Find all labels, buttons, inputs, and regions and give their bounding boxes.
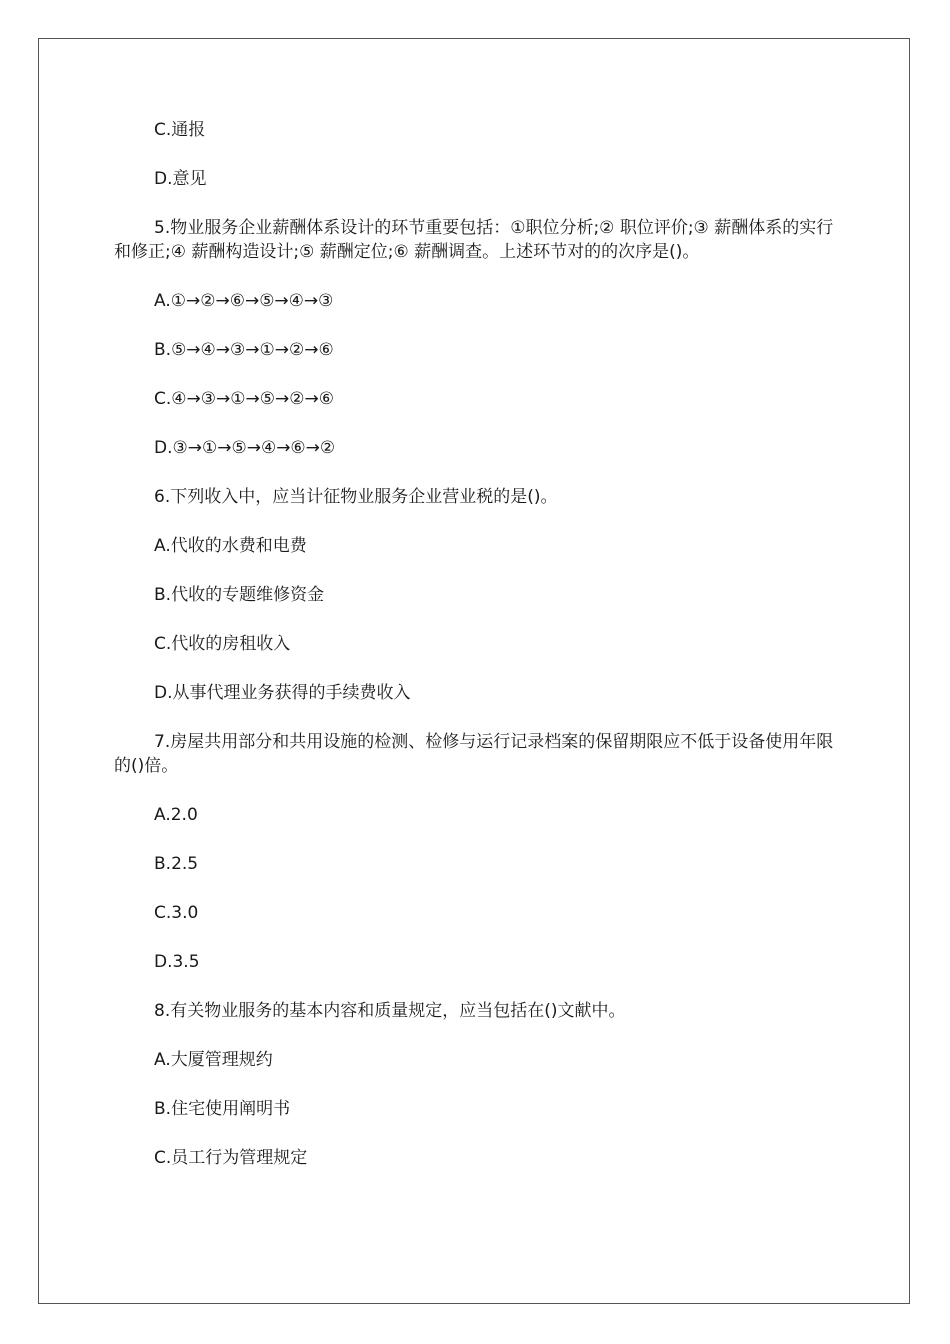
option-6b: B.代收的专题维修资金 <box>154 585 325 605</box>
option-5b: B.⑤→④→③→①→②→⑥ <box>154 340 334 360</box>
option-7b: B.2.5 <box>154 854 199 874</box>
option-6d: D.从事代理业务获得的手续费收入 <box>154 683 411 703</box>
option-7d: D.3.5 <box>154 952 200 972</box>
option-4d: D.意见 <box>154 169 207 189</box>
option-5c: C.④→③→①→⑤→②→⑥ <box>154 389 334 409</box>
option-5d: D.③→①→⑤→④→⑥→② <box>154 438 336 458</box>
option-7c: C.3.0 <box>154 903 199 923</box>
question-5: 5.物业服务企业薪酬体系设计的环节重要包括：①职位分析;② 职位评价;③ 薪酬体系的实行和修正;④ 薪酬构造设计;⑤ 薪酬定位;⑥ 薪酬调查。上述环节对的的次序是()。 <box>114 218 834 262</box>
option-8c: C.员工行为管理规定 <box>154 1148 308 1168</box>
question-6: 6.下列收入中，应当计征物业服务企业营业税的是()。 <box>154 487 558 507</box>
question-8: 8.有关物业服务的基本内容和质量规定，应当包括在()文献中。 <box>154 1001 626 1021</box>
document-body <box>114 118 834 1195</box>
option-5a: A.①→②→⑥→⑤→④→③ <box>154 291 334 311</box>
option-8b: B.住宅使用阐明书 <box>154 1099 291 1119</box>
option-4c: C.通报 <box>154 120 206 140</box>
option-7a: A.2.0 <box>154 805 198 825</box>
question-7: 7.房屋共用部分和共用设施的检测、检修与运行记录档案的保留期限应不低于设备使用年限的()倍。 <box>114 732 834 776</box>
option-6a: A.代收的水费和电费 <box>154 536 307 556</box>
option-8a: A.大厦管理规约 <box>154 1050 273 1070</box>
option-6c: C.代收的房租收入 <box>154 634 291 654</box>
